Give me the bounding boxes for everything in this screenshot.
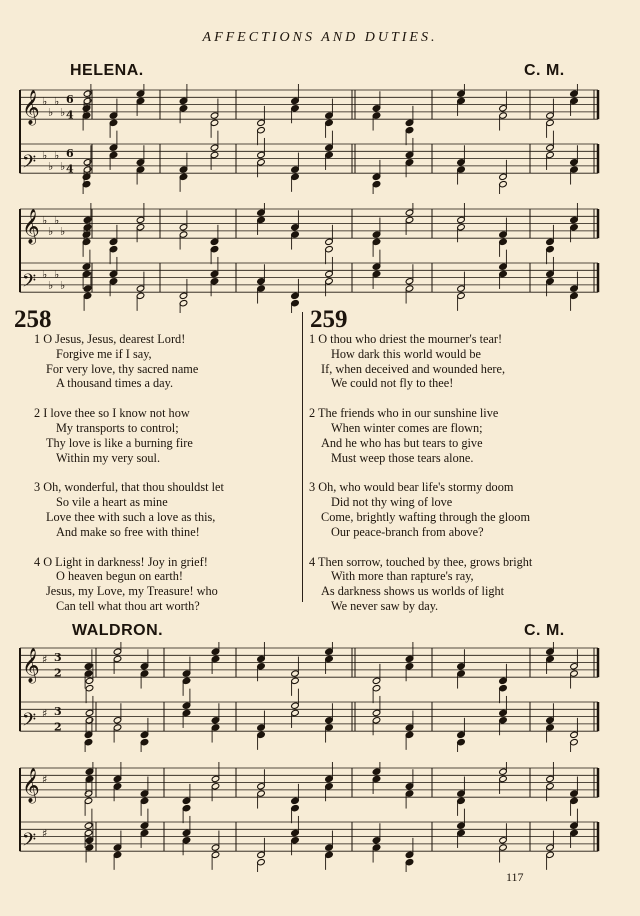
verse-line: 2 The friends who in our sunshine live	[309, 406, 499, 421]
stanza	[34, 332, 224, 391]
svg-text:♭: ♭	[42, 267, 48, 281]
verse-line: My transports to control;	[56, 420, 179, 435]
verse-line: If, when deceived and wounded here,	[321, 361, 506, 376]
verse-line: And he who has but tears to give	[321, 435, 483, 450]
music-system-waldron-1	[0, 642, 640, 752]
verse-line: 2 I love thee so I know not how	[34, 406, 190, 421]
verse-line: Love thee with such a love as this,	[46, 509, 216, 524]
tune-name-helena: HELENA.	[70, 62, 144, 79]
stanza	[309, 480, 532, 539]
svg-text:♭: ♭	[60, 105, 66, 119]
music-system-helena-2	[0, 203, 640, 313]
treble-clef-icon: 𝄞	[22, 768, 40, 804]
tune-meter-waldron: C. M.	[524, 622, 565, 639]
hymn-259-text	[309, 332, 532, 629]
svg-text:4: 4	[66, 162, 74, 176]
tune-name-waldron: WALDRON.	[72, 622, 164, 639]
verse-line: 4 O Light in darkness! Joy in grief!	[34, 554, 208, 569]
svg-text:♭: ♭	[54, 94, 60, 108]
svg-text:♭: ♭	[42, 213, 48, 227]
svg-text:2: 2	[54, 720, 62, 734]
svg-text:♯: ♯	[42, 652, 48, 666]
svg-text:♭: ♭	[42, 148, 48, 162]
svg-text:6: 6	[66, 93, 74, 107]
bass-clef-icon: 𝄢	[22, 710, 37, 736]
verse-line: So vile a heart as mine	[56, 495, 168, 510]
stanza	[34, 406, 224, 465]
verse-line: We never saw by day.	[331, 598, 439, 613]
treble-clef-icon: 𝄞	[22, 90, 40, 126]
hymn-number-258: 258	[14, 306, 52, 333]
verse-line: And make so free with thine!	[56, 524, 200, 539]
verse-line: Can tell what thou art worth?	[56, 598, 200, 613]
music-system-helena-1	[0, 84, 640, 194]
verse-line: Thy love is like a burning fire	[46, 435, 193, 450]
verse-line: When winter comes are flown;	[331, 420, 483, 435]
staff-notation	[0, 84, 640, 194]
svg-text:♭: ♭	[60, 278, 66, 292]
verse-line: Our peace-branch from above?	[331, 524, 484, 539]
svg-text:♭: ♭	[42, 94, 48, 108]
verse-line: Did not thy wing of love	[331, 495, 453, 510]
svg-text:♭: ♭	[48, 159, 54, 173]
verse-line: Within my very soul.	[56, 450, 161, 465]
treble-clef-icon: 𝄞	[22, 209, 40, 245]
verse-line: A thousand times a day.	[56, 376, 174, 391]
stanza	[34, 555, 224, 614]
verse-line: Forgive me if I say,	[56, 346, 152, 361]
verse-line: 4 Then sorrow, touched by thee, grows bright	[309, 554, 533, 569]
stanza	[34, 480, 224, 539]
svg-text:♯: ♯	[42, 706, 48, 720]
svg-text:♭: ♭	[48, 224, 54, 238]
svg-text:♭: ♭	[54, 213, 60, 227]
verse-line: As darkness shows us worlds of light	[321, 584, 505, 599]
verse-line: For very love, thy sacred name	[46, 361, 199, 376]
svg-text:6: 6	[66, 147, 74, 161]
bass-clef-icon: 𝄢	[22, 830, 37, 856]
svg-text:♭: ♭	[48, 105, 54, 119]
verse-line: 1 O Jesus, Jesus, dearest Lord!	[34, 332, 186, 346]
verse-line: Jesus, my Love, my Treasure! who	[46, 584, 218, 599]
staff-notation	[0, 762, 640, 872]
svg-text:3: 3	[54, 651, 62, 665]
svg-text:♯: ♯	[42, 772, 48, 786]
svg-text:♭: ♭	[54, 267, 60, 281]
running-head: AFFECTIONS AND DUTIES.	[202, 30, 438, 45]
verse-line: With more than rapture's ray,	[331, 569, 474, 584]
verse-line: 3 Oh, who would bear life's stormy doom	[309, 480, 514, 495]
staff-notation	[0, 642, 640, 752]
verse-line: Must weep those tears alone.	[331, 450, 474, 465]
bass-clef-icon: 𝄢	[22, 152, 37, 178]
stanza	[309, 555, 532, 614]
bass-clef-icon: 𝄢	[22, 271, 37, 297]
page-number: 117	[506, 870, 524, 884]
stanza	[309, 406, 532, 465]
svg-text:♭: ♭	[60, 224, 66, 238]
svg-text:4: 4	[66, 108, 74, 122]
verse-line: How dark this world would be	[331, 346, 481, 361]
stanza	[309, 332, 532, 391]
verse-line: 1 O thou who driest the mourner's tear!	[309, 332, 503, 346]
svg-text:♭: ♭	[60, 159, 66, 173]
treble-clef-icon: 𝄞	[22, 648, 40, 684]
verse-line: O heaven begun on earth!	[56, 569, 184, 584]
verse-line: Come, brightly wafting through the gloom	[321, 509, 531, 524]
verse-line: 3 Oh, wonderful, that thou shouldst let	[34, 480, 224, 495]
hymn-258-text	[34, 332, 224, 629]
staff-notation	[0, 203, 640, 313]
column-divider	[302, 312, 303, 602]
music-system-waldron-2	[0, 762, 640, 872]
hymn-number-259: 259	[310, 306, 348, 333]
svg-text:3: 3	[54, 705, 62, 719]
verse-line: We could not fly to thee!	[331, 376, 454, 391]
svg-text:♯: ♯	[42, 826, 48, 840]
svg-text:♭: ♭	[48, 278, 54, 292]
svg-text:♭: ♭	[54, 148, 60, 162]
tune-meter-helena: C. M.	[524, 62, 565, 79]
svg-text:2: 2	[54, 666, 62, 680]
